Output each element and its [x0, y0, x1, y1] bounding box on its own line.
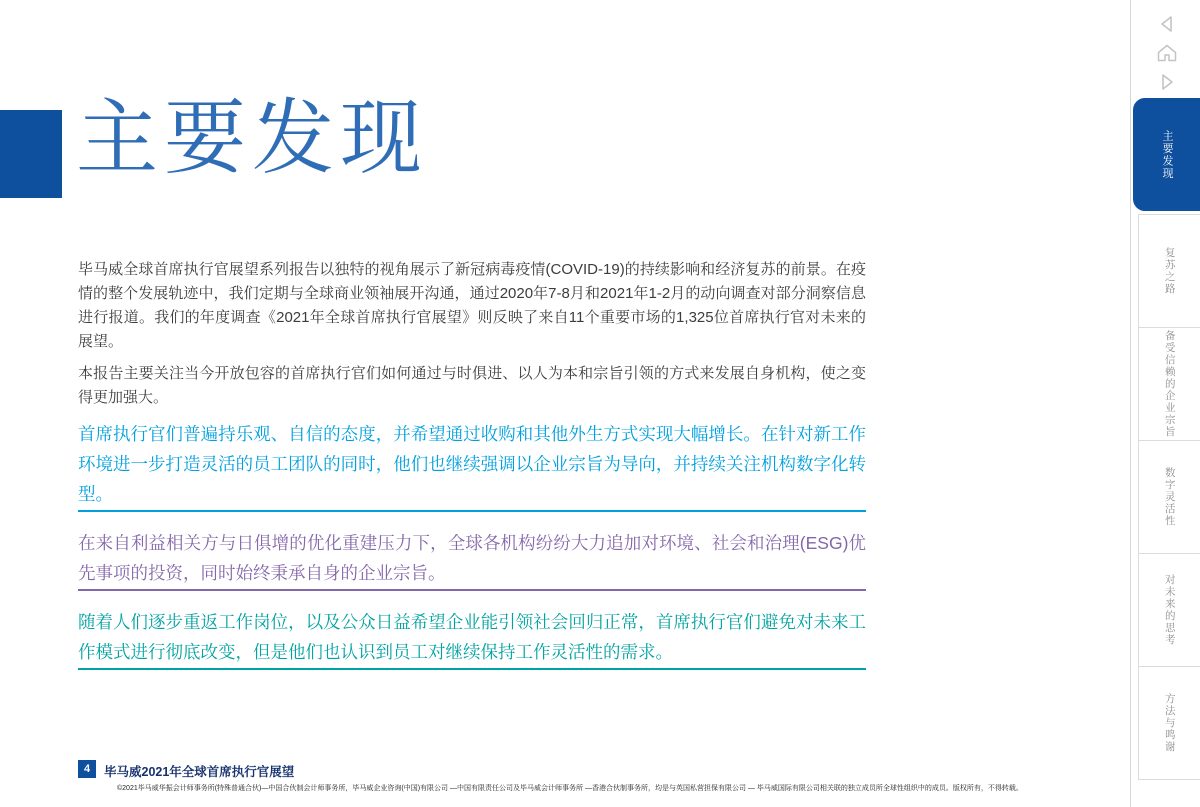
- page-navigation: [1152, 12, 1182, 94]
- highlight-paragraph: 首席执行官们普遍持乐观、自信的态度，并希望通过收购和其他外生方式实现大幅增长。在针对新工作环境进一步打造灵活的员工团队的同时，他们也继续强调以企业宗旨为导向，并持续关注机构数字化转型。: [78, 424, 866, 504]
- highlight-block-3: [78, 607, 866, 670]
- brand-accent-square: [0, 110, 62, 198]
- highlight-divider: [78, 668, 866, 670]
- highlight-divider: [78, 589, 866, 591]
- previous-page-button[interactable]: [1152, 12, 1182, 36]
- highlight-block-2: [78, 528, 866, 591]
- sidebar-tab-label: 主要发现: [1161, 129, 1173, 180]
- sidebar-tab-label: 方法与鸣谢: [1163, 693, 1176, 753]
- back-arrow-icon: [1155, 13, 1179, 35]
- sidebar-tab-label: 备受信赖的企业宗旨: [1163, 330, 1176, 438]
- sidebar-tab-label: 对未来的思考: [1163, 574, 1176, 646]
- report-title: 毕马威2021年全球首席执行官展望: [104, 765, 295, 779]
- sidebar-tab-1[interactable]: [1133, 98, 1200, 211]
- sidebar-tab-3[interactable]: [1138, 327, 1200, 441]
- highlight-block-1: [78, 419, 866, 512]
- page-title: 主要发现: [76, 93, 429, 184]
- sidebar-tab-2[interactable]: [1138, 214, 1200, 328]
- sidebar-tab-label: 数字灵活性: [1163, 467, 1176, 527]
- highlight-paragraph: 在来自利益相关方与日俱增的优化重建压力下，全球各机构纷纷大力追加对环境、社会和治理(ESG)优先事项的投资，同时始终秉承自身的企业宗旨。: [78, 533, 866, 583]
- next-page-button[interactable]: [1152, 70, 1182, 94]
- sidebar-tab-6[interactable]: [1138, 666, 1200, 780]
- highlight-divider: [78, 510, 866, 512]
- legal-notice: ©2021毕马威华振会计师事务所(特殊普通合伙)—中国合伙制会计师事务所，毕马威企业咨询(中国)有限公司 —中国有限责任公司及毕马威会计师事务所 —香港合伙制事务所，均是与英国私营担保有限公司 — 毕马威国际有限公司相关联的独立成员所全球性组织中的成员。版权所有，不得转载。: [117, 785, 1023, 792]
- sidebar-tabs: [1133, 98, 1200, 780]
- main-content: [78, 258, 866, 686]
- home-icon: [1155, 42, 1179, 64]
- highlight-paragraph: 随着人们逐步重返工作岗位，以及公众日益希望企业能引领社会回归正常，首席执行官们避免对未来工作模式进行彻底改变，但是他们也认识到员工对继续保持工作灵活性的需求。: [78, 612, 866, 662]
- sidebar-tab-5[interactable]: [1138, 553, 1200, 667]
- page-edge-divider: [1130, 0, 1131, 807]
- sidebar-tab-label: 复苏之路: [1163, 247, 1176, 295]
- sidebar-tab-4[interactable]: [1138, 440, 1200, 554]
- forward-arrow-icon: [1155, 71, 1179, 93]
- home-button[interactable]: [1152, 41, 1182, 65]
- page-number-badge: 4: [78, 760, 96, 778]
- highlight-list: [78, 419, 866, 670]
- intro-paragraph-1: 毕马威全球首席执行官展望系列报告以独特的视角展示了新冠病毒疫情(COVID-19)的持续影响和经济复苏的前景。在疫情的整个发展轨迹中，我们定期与全球商业领袖展开沟通，通过2020年7-8月和2021年1-2月的动向调查对部分洞察信息进行报道。我们的年度调查《2021年全球首席执行官展望》则反映了来自11个重要市场的1,325位首席执行官对未来的展望。: [78, 261, 866, 350]
- intro-paragraph-2: 本报告主要关注当今开放包容的首席执行官们如何通过与时俱进、以人为本和宗旨引领的方式来发展自身机构，使之变得更加强大。: [78, 365, 866, 406]
